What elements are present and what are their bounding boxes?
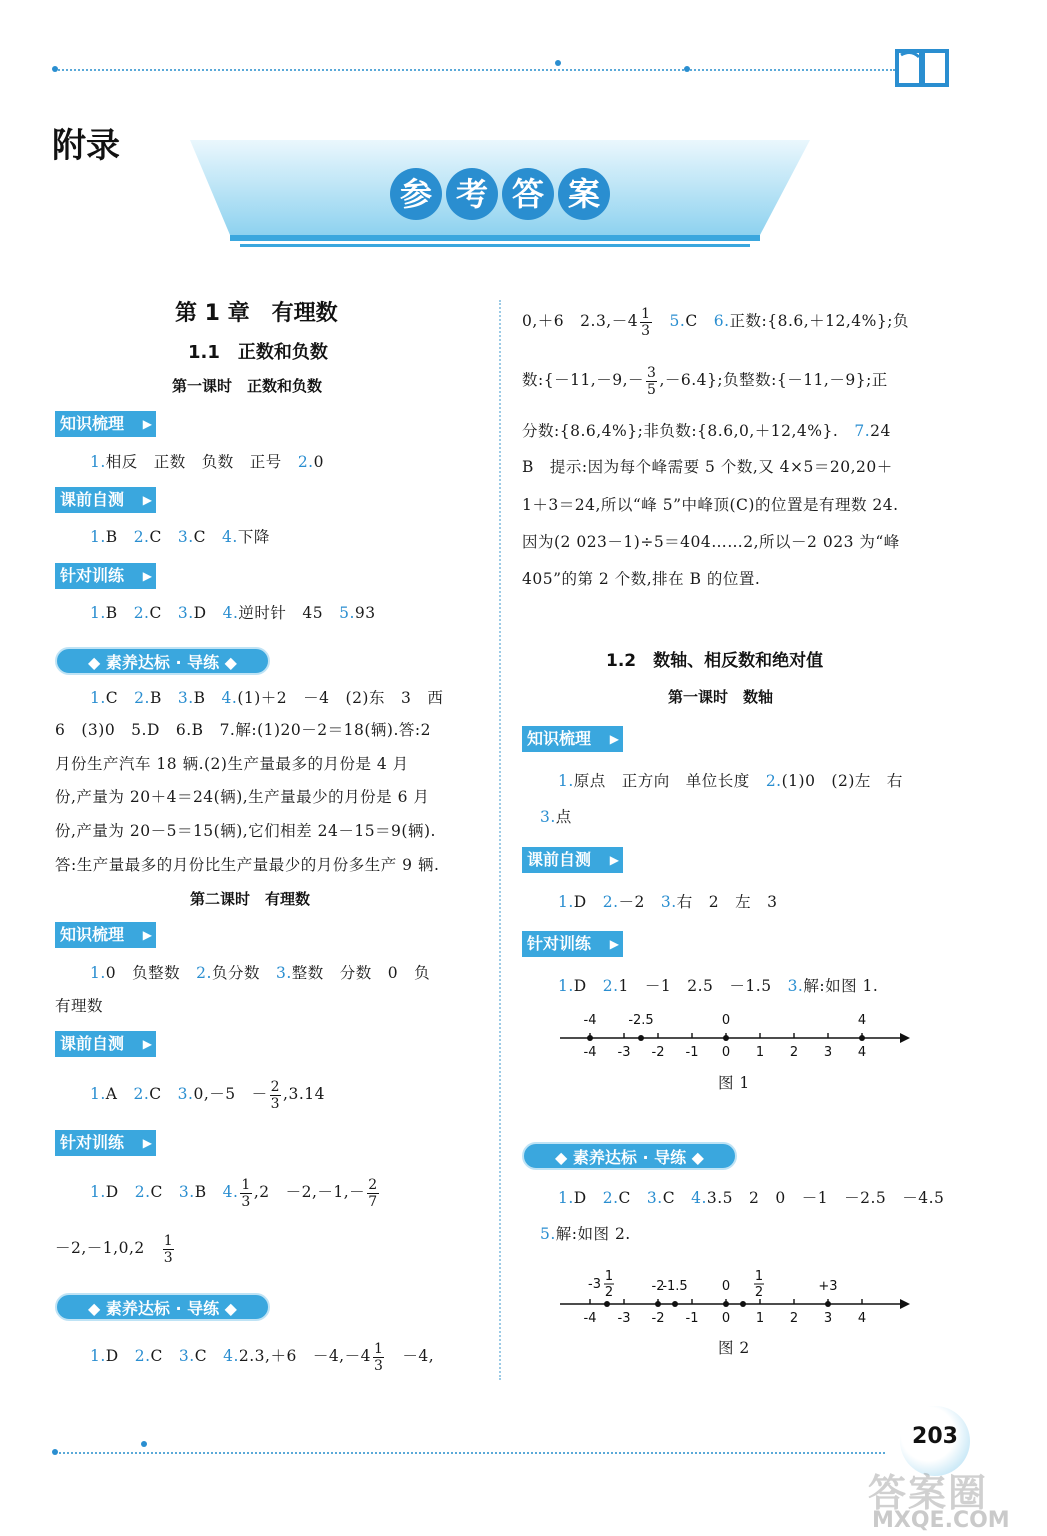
section-title: 1.2 数轴、相反数和绝对值 (606, 651, 824, 671)
book-icon (893, 45, 951, 89)
answer-line: 1.D 2.－2 3.右 2 左 3 (558, 893, 778, 911)
point-label: -1.5 (662, 1279, 688, 1294)
fraction: $\frac{2}{7}$ (368, 1176, 378, 1210)
bottom-rule-dot (52, 1449, 58, 1455)
bottom-dotted-rule (55, 1452, 885, 1454)
tag-knowledge: 知识梳理 ▶ (522, 726, 623, 752)
tag-pretest: 课前自测 ▶ (55, 487, 156, 513)
point-marker (587, 1035, 593, 1041)
answer-line: 1.原点 正方向 单位长度 2.(1)0 (2)左 右 (558, 772, 903, 790)
lesson-title: 第一课时 数轴 (668, 688, 774, 706)
point-label: -2 (651, 1279, 665, 1294)
banner-char: 案 (558, 168, 610, 220)
point-marker (655, 1301, 661, 1307)
tick-label: 1 (755, 1311, 765, 1326)
answer-line: 1.A 2.C 3.0,－5 － $\frac{2}{3}$ ,3.14 (90, 1078, 325, 1112)
appendix-title: 附录 (52, 126, 120, 166)
tick-label: -3 (617, 1045, 631, 1060)
tag-knowledge: 知识梳理 ▶ (55, 922, 156, 948)
answer-line: 405”的第 2 个数,排在 B 的位置. (522, 570, 761, 588)
chapter-title: 第 1 章 有理数 (175, 301, 338, 326)
answer-line: 答:生产量最多的月份比生产量最少的月份多生产 9 辆. (55, 856, 440, 874)
tick-label: 3 (823, 1311, 833, 1326)
answer-line: 1.D 2.C 3.C 4.3.5 2 0 －1 －2.5 －4.5 (558, 1189, 945, 1207)
tick-label: 4 (857, 1045, 867, 1060)
answer-line: 1.D 2.C 3.B 4. $\frac{1}{3}$ ,2 －2,－1,－ $\frac{2}{7}$ (90, 1176, 378, 1210)
fraction-numerator: 1 (604, 1269, 614, 1284)
tick-label: -2 (651, 1311, 665, 1326)
tick-label: 0 (721, 1311, 731, 1326)
answer-line: 5.解:如图 2. (540, 1225, 631, 1243)
axis-arrow (900, 1299, 910, 1309)
point-label: +3 (818, 1279, 838, 1294)
answer-line: 1.D 2.C 3.C 4.2.3,＋6 －4,－4 $\frac{1}{3}$ －4, (90, 1340, 435, 1374)
tick-label: 4 (857, 1311, 867, 1326)
number-line-figure-2 (555, 1262, 915, 1328)
answer-line: 1＋3＝24,所以“峰 5”中峰顶(C)的位置是有理数 24. (522, 496, 899, 514)
tick-label: -4 (583, 1311, 597, 1326)
answer-line: 1.D 2.1 －1 2.5 －1.5 3.解:如图 1. (558, 977, 879, 995)
lesson-title: 第二课时 有理数 (190, 890, 311, 908)
answer-line: B 提示:因为每个峰需要 5 个数,又 4×5＝20,20＋ (522, 458, 893, 476)
tick-label: -1 (685, 1311, 699, 1326)
answer-line: 1.0 负整数 2.负分数 3.整数 分数 0 负 (90, 964, 431, 982)
fraction: $\frac{1}{3}$ (641, 305, 651, 339)
tick-label: -3 (617, 1311, 631, 1326)
point-label: 0 (721, 1279, 731, 1294)
figure-caption: 图 1 (718, 1074, 750, 1092)
fraction-denominator: 2 (754, 1285, 764, 1300)
answer-line: 数:{－11,－9,－ $\frac{3}{5}$ ,－6.4};负整数:{－11,－9};正 (522, 364, 888, 398)
section-title: 1.1 正数和负数 (188, 342, 328, 363)
figure-caption: 图 2 (718, 1339, 750, 1357)
tick-label: 2 (789, 1045, 799, 1060)
column-divider (499, 300, 501, 1380)
watermark-url: MXQE.COM (872, 1508, 1010, 1533)
answer-line: 月份生产汽车 18 辆.(2)生产量最多的月份是 4 月 (55, 755, 409, 773)
answer-line: －2,－1,0,2 $\frac{1}{3}$ (55, 1232, 174, 1266)
answer-line: 有理数 (55, 997, 104, 1015)
point-marker (672, 1301, 678, 1307)
tag-targeted: 针对训练 ▶ (522, 931, 623, 957)
lesson-title: 第一课时 正数和负数 (172, 377, 323, 395)
point-marker (825, 1301, 831, 1307)
number-line-figure-1 (555, 1008, 915, 1064)
banner-char: 考 (446, 168, 498, 220)
banner-chars (390, 168, 615, 224)
top-rule-dot (52, 66, 58, 72)
answer-line: 1.C 2.B 3.B 4.(1)＋2 －4 (2)东 3 西 (90, 689, 444, 707)
tick-label: 1 (755, 1045, 765, 1060)
tag-knowledge: 知识梳理 ▶ (55, 411, 156, 437)
fraction-denominator: 2 (604, 1285, 614, 1300)
page-number: 203 (912, 1424, 958, 1449)
tick-label: 0 (721, 1045, 731, 1060)
fraction: $\frac{1}{3}$ (373, 1340, 384, 1374)
tag-pretest: 课前自测 ▶ (55, 1031, 156, 1057)
watermark-logo: 答案圈 (868, 1471, 989, 1515)
tag-targeted: 针对训练 ▶ (55, 563, 156, 589)
point-label: 0 (721, 1013, 731, 1028)
point-marker (604, 1301, 610, 1307)
point-label: 4 (857, 1013, 867, 1028)
fraction: $\frac{1}{3}$ (241, 1176, 251, 1210)
bottom-rule-dot (141, 1441, 147, 1447)
point-marker (723, 1035, 729, 1041)
point-marker (723, 1301, 729, 1307)
pill-literacy: ◆ 素养达标 · 导练 ◆ (55, 647, 270, 675)
tag-pretest: 课前自测 ▶ (522, 847, 623, 873)
answer-line: 份,产量为 20－5＝15(辆),它们相差 24－15＝9(辆). (55, 822, 436, 840)
answer-line: 3.点 (540, 808, 572, 826)
answer-line: 分数:{8.6,4%};非负数:{8.6,0,＋12,4%}. 7.24 (522, 422, 891, 440)
top-rule-dot (555, 60, 561, 66)
answer-line: 6 (3)0 5.D 6.B 7.解:(1)20－2＝18(辆).答:2 (55, 721, 431, 739)
tick-label: 2 (789, 1311, 799, 1326)
answer-line: 1.B 2.C 3.C 4.下降 (90, 528, 270, 546)
point-label: -4 (583, 1013, 597, 1028)
pill-literacy: ◆ 素养达标 · 导练 ◆ (55, 1293, 270, 1321)
banner-char: 参 (390, 168, 442, 220)
answer-line: 0,＋6 2.3,－4 $\frac{1}{3}$ 5.C 6.正数:{8.6,＋12,4%};负 (522, 305, 909, 339)
point-marker (859, 1035, 865, 1041)
banner-char: 答 (502, 168, 554, 220)
top-rule-dot (684, 66, 690, 72)
tick-label: -2 (651, 1045, 665, 1060)
point-label: -2.5 (628, 1013, 654, 1028)
tick-label: -4 (583, 1045, 597, 1060)
answer-line: 1.相反 正数 负数 正号 2.0 (90, 453, 324, 471)
fraction: $\frac{3}{5}$ (647, 364, 657, 398)
point-label: -3 (588, 1277, 601, 1292)
pill-literacy: ◆ 素养达标 · 导练 ◆ (522, 1142, 737, 1170)
point-marker (740, 1301, 746, 1307)
tag-targeted: 针对训练 ▶ (55, 1130, 156, 1156)
answer-line: 份,产量为 20＋4＝24(辆),生产量最少的月份是 6 月 (55, 788, 430, 806)
point-marker (638, 1035, 644, 1041)
tick-label: 3 (823, 1045, 833, 1060)
fraction-numerator: 1 (754, 1269, 764, 1284)
fraction: $\frac{1}{3}$ (163, 1232, 174, 1266)
tick-label: -1 (685, 1045, 699, 1060)
fraction: $\frac{2}{3}$ (270, 1078, 281, 1112)
axis-arrow (900, 1033, 910, 1043)
answer-line: 因为(2 023－1)÷5＝404……2,所以－2 023 为“峰 (522, 533, 900, 551)
top-dotted-rule (55, 69, 895, 71)
answer-line: 1.B 2.C 3.D 4.逆时针 45 5.93 (90, 604, 376, 622)
